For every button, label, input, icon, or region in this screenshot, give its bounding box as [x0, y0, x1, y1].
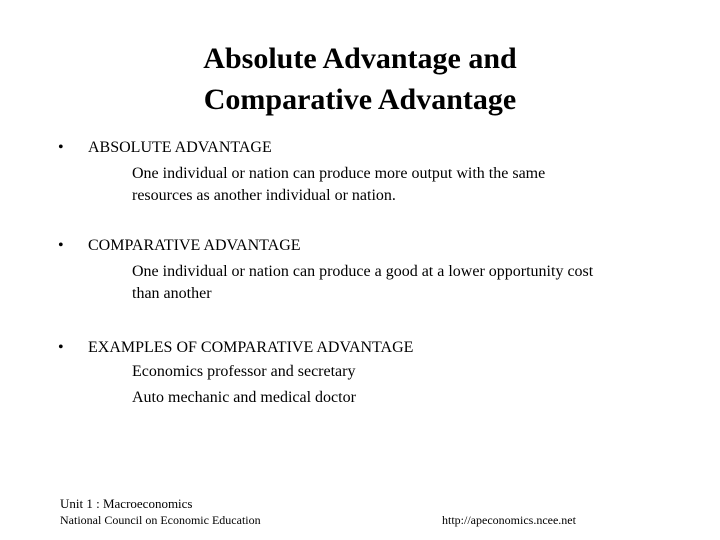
slide-title [0, 38, 720, 120]
footer-unit: Unit 1 : Macroeconomics [60, 496, 193, 511]
bullet-heading: EXAMPLES OF COMPARATIVE ADVANTAGE [88, 339, 414, 356]
bullet-heading: ABSOLUTE ADVANTAGE [88, 139, 272, 156]
bullet-description [132, 261, 593, 305]
bullet-glyph: • [58, 139, 64, 156]
footer-left [60, 496, 261, 528]
description-line: One individual or nation can produce a good at a lower opportunity cost [132, 263, 594, 280]
slide-title-line-1: Absolute Advantage and [203, 42, 517, 75]
bullet-heading: COMPARATIVE ADVANTAGE [88, 237, 301, 254]
bullet-comparative-advantage [58, 236, 593, 305]
description-line: than another [132, 285, 212, 302]
footer-organization: National Council on Economic Education [60, 513, 261, 527]
bullet-glyph: • [58, 339, 64, 356]
description-line: resources as another individual or nation. [132, 187, 396, 204]
footer-url: http://apeconomics.ncee.net [442, 513, 576, 527]
slide-title-line-2: Comparative Advantage [203, 83, 517, 116]
bullet-description [132, 163, 545, 207]
bullet-examples-list [132, 359, 413, 411]
bullet-examples [58, 338, 413, 411]
description-line: One individual or nation can produce more output with the same [132, 165, 546, 182]
example-line: Economics professor and secretary [132, 363, 356, 380]
bullet-glyph: • [58, 237, 64, 254]
bullet-absolute-advantage [58, 138, 545, 207]
example-line: Auto mechanic and medical doctor [132, 389, 356, 406]
